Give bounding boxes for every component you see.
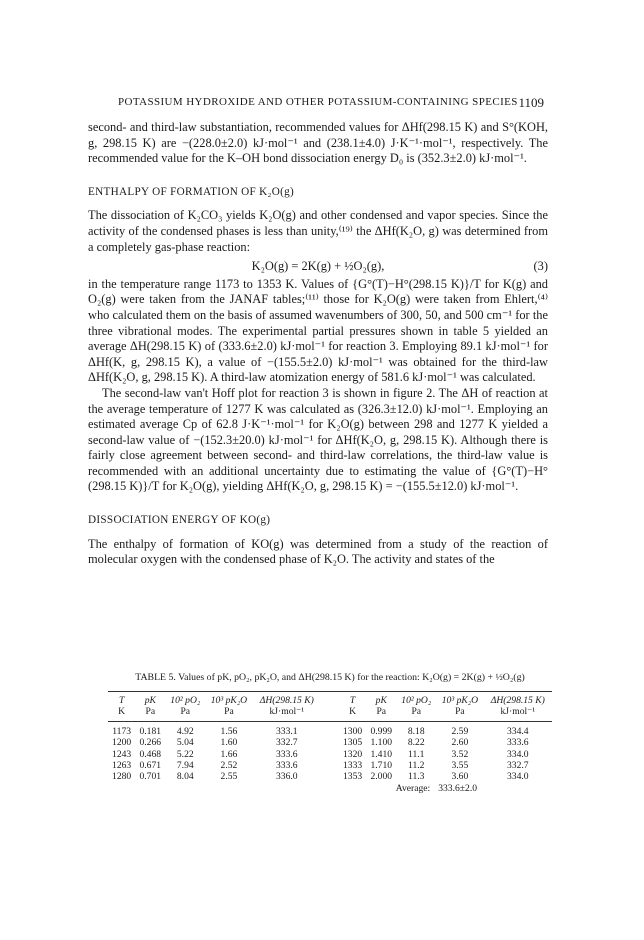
table-cell: 0.671 <box>139 760 162 772</box>
table-cell: 2.52 <box>220 760 238 772</box>
paragraph-ko-enthalpy: The enthalpy of formation of KO(g) was determined from a study of the reaction of molecular oxygen with the condensed phase of K₂O. The activity and states of the <box>88 536 548 567</box>
table-row <box>108 721 552 737</box>
table-cell: 2.000 <box>370 771 393 783</box>
table-cell: 1353 <box>343 771 363 783</box>
col-unit: kJ·mol⁻¹ <box>253 706 321 721</box>
col-unit: Pa <box>396 706 436 721</box>
column-gap <box>321 721 339 737</box>
table-cell: 0.701 <box>139 771 162 783</box>
table-cell: 1.60 <box>220 737 238 749</box>
table-cell: 11.1 <box>408 748 425 760</box>
column-gap <box>321 749 339 760</box>
column-gap <box>321 737 339 748</box>
table-cell: 333.6 <box>276 748 298 760</box>
table-cell: 1.100 <box>370 737 393 749</box>
col-unit: Pa <box>135 706 165 721</box>
table-cell: 333.1 <box>276 725 298 737</box>
section-heading-ko-dissociation: DISSOCIATION ENERGY OF KO(g) <box>88 514 271 527</box>
col-header: 10³ pK₂O <box>436 692 483 707</box>
table-cell: 336.0 <box>276 771 298 783</box>
body-text <box>88 120 548 568</box>
col-header: 10³ pK₂O <box>205 692 252 707</box>
paragraph-third-law: in the temperature range 1173 to 1353 K. Values of {G°(T)−H°(298.15 K)}/T for K(g) and O₂(g) were taken from the JANAF tables;⁽¹¹⁾ those for K₂O(g) were taken from Ehlert,⁽⁴⁾ who calculated them on the basis of assumed wavenumbers of 300, 50, and 500 cm⁻¹ for the three vibrational modes. The experimental partial pressures shown in table 5 yielded an average ΔH(298.15 K) of (333.6±2.0) kJ·mol⁻¹ for reaction 3. Employing 89.1 kJ·mol⁻¹ for ΔHf(K, g, 298.15 K), a value of −(155.5±2.0) kJ·mol⁻¹ was obtained for the third-law ΔHf(K₂O, g, 298.15 K). A third-law atomization energy of 581.6 kJ·mol⁻¹ was calculated. <box>88 276 548 385</box>
col-unit: Pa <box>205 706 252 721</box>
table-cell: 1173 <box>112 725 132 737</box>
table-header-row <box>108 692 552 707</box>
column-gap <box>321 760 339 771</box>
table-cell: 8.22 <box>407 737 425 749</box>
table-cell: 333.6 <box>507 737 529 749</box>
average-value: 333.6±2.0 <box>438 782 478 794</box>
column-gap <box>321 692 339 707</box>
col-header: 10² pO₂ <box>396 692 436 707</box>
column-gap <box>321 706 339 721</box>
table-cell: 334.0 <box>507 748 529 760</box>
table-cell: 8.18 <box>407 725 425 737</box>
table-cell: 2.55 <box>220 771 238 783</box>
table-row <box>108 737 552 748</box>
table-row <box>108 760 552 771</box>
table-cell: 2.59 <box>451 725 469 737</box>
table-row <box>108 771 552 782</box>
equation-number: (3) <box>533 259 548 274</box>
data-table <box>108 691 552 796</box>
table-cell: 11.2 <box>408 760 425 772</box>
table-cell: 3.55 <box>451 760 469 772</box>
table-cell: 1320 <box>343 748 363 760</box>
col-unit: K <box>339 706 366 721</box>
table-cell: 4.92 <box>176 725 194 737</box>
col-header: pK <box>135 692 165 707</box>
paragraph-continuation: second- and third-law substantiation, recommended values for ΔHf(298.15 K) and S°(KOH, g, 298.15 K) are −(228.0±2.0) kJ·mol⁻¹ and (238.1±4.0) J·K⁻¹·mol⁻¹, respectively. The recommended value for the K–OH bond dissociation energy D₀ is (352.3±2.0) kJ·mol⁻¹. <box>88 120 548 166</box>
table-cell: 1280 <box>112 771 132 783</box>
table-cell: 0.181 <box>139 725 162 737</box>
table-row <box>108 749 552 760</box>
table-cell: 1.410 <box>370 748 393 760</box>
table-cell: 3.52 <box>451 748 469 760</box>
column-gap <box>321 771 339 782</box>
col-unit: Pa <box>436 706 483 721</box>
col-header: T <box>108 692 135 707</box>
table-cell: 1.56 <box>220 725 238 737</box>
page-number: 1109 <box>518 95 544 110</box>
table-cell: 1305 <box>343 737 363 749</box>
table-cell: 2.60 <box>451 737 469 749</box>
table-average-row <box>108 783 552 796</box>
table-cell: 333.6 <box>276 760 298 772</box>
table-caption: TABLE 5. Values of pK, pO₂, pK₂O, and ΔH(298.15 K) for the reaction: K₂O(g) = 2K(g) + ½O₂(g) <box>135 672 525 683</box>
col-unit: Pa <box>165 706 205 721</box>
table-cell: 7.94 <box>176 760 194 772</box>
table-cell: 1263 <box>112 760 132 772</box>
col-header: ΔH(298.15 K) <box>253 692 321 707</box>
paragraph-second-law: The second-law van't Hoff plot for reaction 3 is shown in figure 2. The ΔH of reaction at the average temperature of 1277 K was calculated as (326.3±12.0) kJ·mol⁻¹. Employing an estimated average Cp of 62.8 J·K⁻¹·mol⁻¹ for K₂O(g) between 298 and 1277 K yielded a second-law value of −(152.3±20.0) kJ·mol⁻¹ for ΔHf(K₂O, g, 298.15 K). Although there is fairly close agreement between second- and third-law correlations, the third-law value is recommended with an additional uncertainty due to estimating the value of {G°(T)−H°(298.15 K)}/T for K₂O(g), yielding ΔHf(K₂O, g, 298.15 K) = −(155.5±12.0) kJ·mol⁻¹. <box>88 385 548 494</box>
col-header: ΔH(298.15 K) <box>484 692 552 707</box>
average-label: Average: <box>395 782 431 794</box>
table-cell: 1333 <box>343 760 363 772</box>
equation-text: K₂O(g) = 2K(g) + ½O₂(g), <box>251 259 385 274</box>
table-units-row <box>108 706 552 721</box>
table-cell: 1200 <box>112 737 132 749</box>
table-cell: 11.3 <box>408 771 425 783</box>
table-cell: 1300 <box>343 725 363 737</box>
equation-reaction-3 <box>88 259 548 275</box>
table-cell: 3.60 <box>451 771 469 783</box>
col-unit: Pa <box>366 706 396 721</box>
col-header: 10² pO₂ <box>165 692 205 707</box>
col-unit: kJ·mol⁻¹ <box>484 706 552 721</box>
col-unit: K <box>108 706 135 721</box>
table-cell: 334.4 <box>507 725 529 737</box>
table-cell: 0.266 <box>139 737 162 749</box>
col-header: pK <box>366 692 396 707</box>
running-head <box>118 96 544 108</box>
table-cell: 0.468 <box>139 748 162 760</box>
col-header: T <box>339 692 366 707</box>
table-cell: 5.22 <box>176 748 194 760</box>
table-cell: 8.04 <box>176 771 194 783</box>
table-cell: 1.66 <box>220 748 238 760</box>
table-cell: 332.7 <box>507 760 529 772</box>
table-cell: 5.04 <box>176 737 194 749</box>
table-cell: 0.999 <box>370 725 393 737</box>
table-5 <box>108 672 552 796</box>
section-heading-k2o-formation: ENTHALPY OF FORMATION OF K₂O(g) <box>88 185 295 198</box>
running-head-title: POTASSIUM HYDROXIDE AND OTHER POTASSIUM-CONTAINING SPECIES <box>118 96 518 108</box>
paragraph-dissociation-k2co3: The dissociation of K₂CO₃ yields K₂O(g) and other condensed and vapor species. Since the activity of the condensed phases is less than unity,⁽¹⁹⁾ the ΔHf(K₂O, g) was determined from a completely gas-phase reaction: <box>88 208 548 254</box>
table-cell: 332.7 <box>276 737 298 749</box>
table-cell: 1.710 <box>370 760 393 772</box>
table-body <box>108 721 552 796</box>
table-cell: 334.0 <box>507 771 529 783</box>
table-cell: 1243 <box>112 748 132 760</box>
